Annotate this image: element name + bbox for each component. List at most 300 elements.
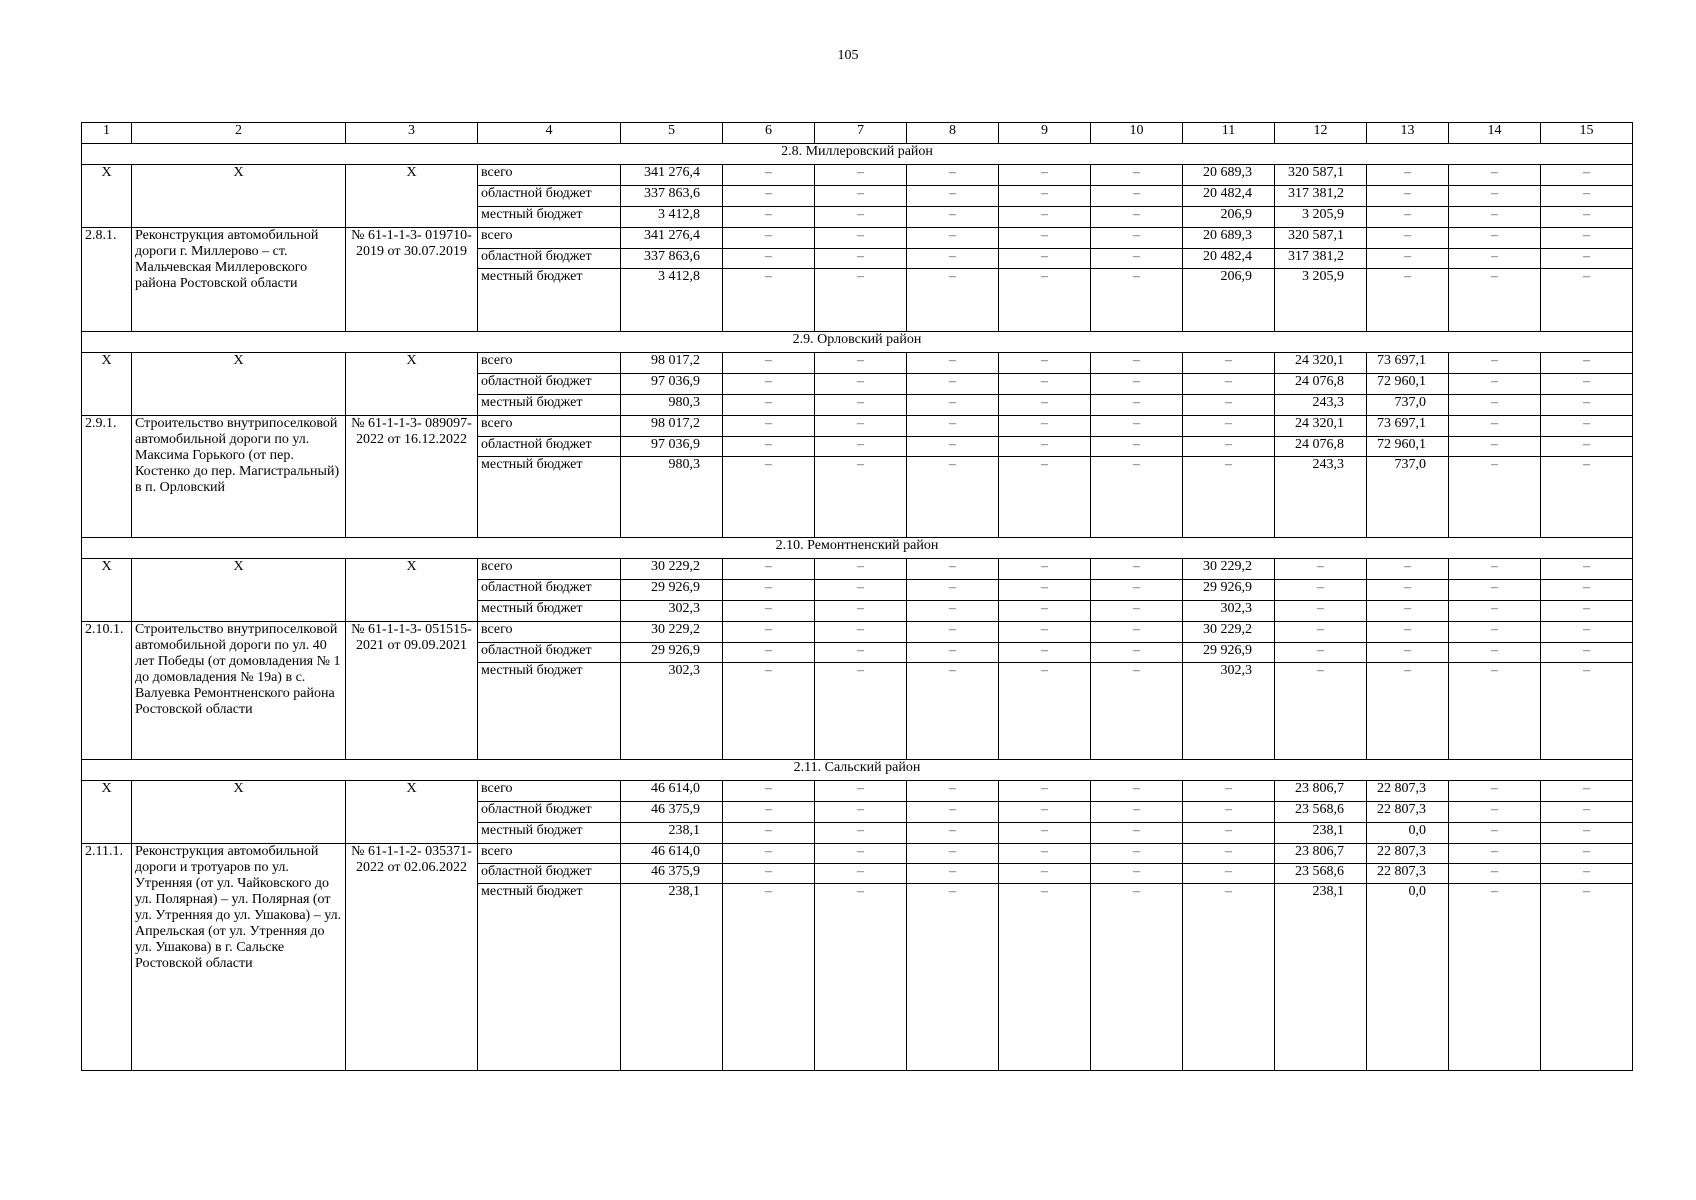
value-cell: 3 205,9: [1275, 269, 1367, 332]
value-cell: 302,3: [621, 663, 723, 760]
value-cell: 0,0: [1367, 823, 1449, 844]
value-cell: 22 807,3: [1367, 864, 1449, 884]
value-cell: –: [907, 416, 999, 437]
value-cell: –: [1091, 643, 1183, 663]
value-cell: –: [815, 864, 907, 884]
value-cell: 0,0: [1367, 884, 1449, 1071]
page-number: 105: [837, 48, 859, 63]
value-cell: –: [1449, 249, 1541, 269]
value-cell: –: [907, 374, 999, 395]
item-number: 2.10.1.: [82, 622, 132, 760]
value-cell: –: [999, 580, 1091, 601]
value-cell: –: [1183, 437, 1275, 457]
value-cell: –: [999, 165, 1091, 186]
item-name: Реконструкция автомобильной дороги и тротуаров по ул. Утренняя (от ул. Чайковского до ул. Полярная) – ул. Полярная (от ул. Утренняя до ул. Ушакова) – ул. Апрельская (от ул. Утренняя до ул. Ушакова) в г. Сальске Ростовской области: [132, 844, 346, 1071]
value-cell: –: [815, 416, 907, 437]
value-cell: –: [1091, 395, 1183, 416]
budget-label: местный бюджет: [478, 884, 621, 1071]
value-cell: –: [815, 228, 907, 249]
value-cell: –: [907, 823, 999, 844]
value-cell: –: [723, 165, 815, 186]
value-cell: 29 926,9: [1183, 643, 1275, 663]
value-cell: –: [1449, 884, 1541, 1071]
value-cell: 46 614,0: [621, 844, 723, 864]
header-cell: 14: [1449, 123, 1541, 144]
header-cell: 8: [907, 123, 999, 144]
value-cell: –: [907, 353, 999, 374]
budget-label: местный бюджет: [478, 663, 621, 760]
summary-row: [82, 353, 1633, 374]
value-cell: –: [1449, 353, 1541, 374]
value-cell: –: [999, 884, 1091, 1071]
value-cell: 320 587,1: [1275, 228, 1367, 249]
value-cell: 20 689,3: [1183, 165, 1275, 186]
value-cell: –: [1541, 374, 1633, 395]
value-cell: –: [723, 437, 815, 457]
item-doc: № 61-1-1-3- 089097-2022 от 16.12.2022: [346, 416, 478, 538]
value-cell: –: [907, 601, 999, 622]
value-cell: –: [723, 864, 815, 884]
value-cell: –: [907, 580, 999, 601]
value-cell: –: [1449, 416, 1541, 437]
value-cell: –: [723, 374, 815, 395]
value-cell: 341 276,4: [621, 165, 723, 186]
value-cell: –: [1091, 457, 1183, 538]
item-doc: № 61-1-1-3- 019710-2019 от 30.07.2019: [346, 228, 478, 332]
value-cell: –: [815, 374, 907, 395]
value-cell: 24 076,8: [1275, 437, 1367, 457]
value-cell: –: [1449, 643, 1541, 663]
summary-x-cell: Х: [82, 165, 132, 228]
value-cell: –: [907, 228, 999, 249]
value-cell: 302,3: [1183, 663, 1275, 760]
value-cell: –: [723, 269, 815, 332]
value-cell: 238,1: [621, 823, 723, 844]
value-cell: –: [1091, 864, 1183, 884]
value-cell: –: [815, 269, 907, 332]
value-cell: –: [723, 186, 815, 207]
value-cell: –: [907, 186, 999, 207]
value-cell: –: [1367, 269, 1449, 332]
value-cell: –: [1091, 580, 1183, 601]
value-cell: –: [723, 249, 815, 269]
value-cell: 46 375,9: [621, 802, 723, 823]
value-cell: 73 697,1: [1367, 416, 1449, 437]
value-cell: –: [815, 165, 907, 186]
value-cell: 238,1: [1275, 884, 1367, 1071]
value-cell: 29 926,9: [621, 643, 723, 663]
header-cell: 6: [723, 123, 815, 144]
value-cell: –: [1183, 374, 1275, 395]
value-cell: –: [1183, 395, 1275, 416]
budget-label: областной бюджет: [478, 437, 621, 457]
value-cell: 24 076,8: [1275, 374, 1367, 395]
value-cell: –: [1367, 559, 1449, 580]
summary-row: [82, 781, 1633, 802]
value-cell: 29 926,9: [1183, 580, 1275, 601]
item-row: [82, 416, 1633, 437]
value-cell: –: [815, 186, 907, 207]
value-cell: –: [815, 249, 907, 269]
header-cell: 3: [346, 123, 478, 144]
section-title-row: [82, 760, 1633, 781]
value-cell: –: [723, 559, 815, 580]
value-cell: –: [1449, 663, 1541, 760]
value-cell: 337 863,6: [621, 249, 723, 269]
value-cell: –: [907, 781, 999, 802]
value-cell: 320 587,1: [1275, 165, 1367, 186]
value-cell: 24 320,1: [1275, 353, 1367, 374]
value-cell: –: [907, 663, 999, 760]
value-cell: –: [1367, 207, 1449, 228]
header-cell: 2: [132, 123, 346, 144]
value-cell: –: [723, 395, 815, 416]
summary-x-cell: Х: [82, 781, 132, 844]
value-cell: –: [999, 249, 1091, 269]
value-cell: –: [1541, 416, 1633, 437]
value-cell: –: [907, 622, 999, 643]
value-cell: 30 229,2: [621, 559, 723, 580]
value-cell: –: [999, 781, 1091, 802]
value-cell: –: [815, 643, 907, 663]
budget-label: местный бюджет: [478, 207, 621, 228]
value-cell: –: [999, 559, 1091, 580]
section-title: 2.9. Орловский район: [82, 332, 1633, 353]
value-cell: –: [1091, 559, 1183, 580]
value-cell: –: [907, 457, 999, 538]
budget-label: областной бюджет: [478, 802, 621, 823]
budget-label: областной бюджет: [478, 249, 621, 269]
value-cell: 341 276,4: [621, 228, 723, 249]
budget-label: местный бюджет: [478, 395, 621, 416]
item-name: Строительство внутрипоселковой автомобильной дороги по ул. Максима Горького (от пер. Костенко до пер. Магистральный) в п. Орловский: [132, 416, 346, 538]
value-cell: –: [1541, 580, 1633, 601]
header-cell: 13: [1367, 123, 1449, 144]
budget-label: всего: [478, 353, 621, 374]
value-cell: 737,0: [1367, 457, 1449, 538]
value-cell: –: [1367, 580, 1449, 601]
value-cell: –: [1091, 663, 1183, 760]
value-cell: –: [1449, 437, 1541, 457]
value-cell: 206,9: [1183, 269, 1275, 332]
value-cell: –: [1367, 186, 1449, 207]
summary-x-cell: Х: [132, 353, 346, 416]
value-cell: –: [999, 802, 1091, 823]
budget-label: областной бюджет: [478, 374, 621, 395]
value-cell: 737,0: [1367, 395, 1449, 416]
value-cell: 302,3: [621, 601, 723, 622]
value-cell: –: [907, 395, 999, 416]
value-cell: –: [1183, 457, 1275, 538]
value-cell: –: [723, 580, 815, 601]
value-cell: –: [1367, 249, 1449, 269]
value-cell: –: [1541, 643, 1633, 663]
value-cell: –: [999, 207, 1091, 228]
value-cell: –: [1541, 884, 1633, 1071]
budget-label: областной бюджет: [478, 643, 621, 663]
value-cell: –: [1541, 559, 1633, 580]
item-number: 2.9.1.: [82, 416, 132, 538]
value-cell: –: [815, 601, 907, 622]
value-cell: –: [1091, 207, 1183, 228]
value-cell: –: [1367, 663, 1449, 760]
budget-label: всего: [478, 622, 621, 643]
value-cell: –: [1449, 781, 1541, 802]
value-cell: 23 568,6: [1275, 864, 1367, 884]
value-cell: –: [1449, 802, 1541, 823]
budget-table: [81, 122, 1633, 1071]
value-cell: –: [815, 884, 907, 1071]
value-cell: –: [907, 249, 999, 269]
value-cell: –: [999, 395, 1091, 416]
summary-x-cell: Х: [346, 165, 478, 228]
value-cell: –: [1449, 580, 1541, 601]
value-cell: –: [723, 207, 815, 228]
value-cell: 98 017,2: [621, 353, 723, 374]
value-cell: –: [999, 353, 1091, 374]
budget-label: всего: [478, 844, 621, 864]
value-cell: –: [1183, 884, 1275, 1071]
value-cell: 317 381,2: [1275, 186, 1367, 207]
value-cell: –: [1449, 207, 1541, 228]
value-cell: –: [1541, 457, 1633, 538]
value-cell: –: [1541, 269, 1633, 332]
value-cell: –: [1183, 416, 1275, 437]
value-cell: –: [999, 416, 1091, 437]
section-title: 2.11. Сальский район: [82, 760, 1633, 781]
value-cell: 30 229,2: [1183, 559, 1275, 580]
section-title: 2.10. Ремонтненский район: [82, 538, 1633, 559]
value-cell: –: [999, 374, 1091, 395]
value-cell: 23 568,6: [1275, 802, 1367, 823]
header-cell: 7: [815, 123, 907, 144]
header-cell: 11: [1183, 123, 1275, 144]
value-cell: –: [1275, 580, 1367, 601]
budget-label: местный бюджет: [478, 269, 621, 332]
value-cell: –: [1449, 864, 1541, 884]
value-cell: 23 806,7: [1275, 781, 1367, 802]
value-cell: –: [1541, 781, 1633, 802]
item-name: Реконструкция автомобильной дороги г. Миллерово – ст. Мальчевская Миллеровского района Ростовской области: [132, 228, 346, 332]
value-cell: –: [815, 622, 907, 643]
value-cell: –: [999, 228, 1091, 249]
summary-x-cell: Х: [346, 559, 478, 622]
value-cell: –: [1183, 864, 1275, 884]
summary-row: [82, 165, 1633, 186]
value-cell: 3 205,9: [1275, 207, 1367, 228]
value-cell: –: [723, 823, 815, 844]
value-cell: 317 381,2: [1275, 249, 1367, 269]
value-cell: –: [1449, 395, 1541, 416]
value-cell: –: [1183, 802, 1275, 823]
value-cell: 206,9: [1183, 207, 1275, 228]
value-cell: –: [1541, 165, 1633, 186]
summary-x-cell: Х: [346, 353, 478, 416]
header-cell: 10: [1091, 123, 1183, 144]
value-cell: –: [723, 802, 815, 823]
value-cell: –: [815, 580, 907, 601]
item-doc: № 61-1-1-2- 035371-2022 от 02.06.2022: [346, 844, 478, 1071]
value-cell: –: [1091, 823, 1183, 844]
value-cell: 3 412,8: [621, 269, 723, 332]
value-cell: –: [1275, 601, 1367, 622]
value-cell: –: [723, 416, 815, 437]
value-cell: 20 482,4: [1183, 186, 1275, 207]
value-cell: 22 807,3: [1367, 781, 1449, 802]
value-cell: –: [815, 395, 907, 416]
header-row: [82, 123, 1633, 144]
value-cell: –: [1091, 374, 1183, 395]
header-cell: 4: [478, 123, 621, 144]
value-cell: –: [723, 228, 815, 249]
value-cell: –: [723, 663, 815, 760]
value-cell: –: [1449, 374, 1541, 395]
item-row: [82, 844, 1633, 864]
value-cell: –: [999, 643, 1091, 663]
value-cell: –: [1449, 269, 1541, 332]
item-row: [82, 228, 1633, 249]
section-title-row: [82, 144, 1633, 165]
value-cell: –: [999, 437, 1091, 457]
value-cell: –: [907, 437, 999, 457]
value-cell: –: [999, 844, 1091, 864]
value-cell: –: [723, 781, 815, 802]
value-cell: –: [1091, 802, 1183, 823]
value-cell: –: [1275, 663, 1367, 760]
summary-x-cell: Х: [132, 165, 346, 228]
value-cell: –: [1541, 186, 1633, 207]
value-cell: 24 320,1: [1275, 416, 1367, 437]
header-cell: 15: [1541, 123, 1633, 144]
value-cell: –: [723, 844, 815, 864]
value-cell: –: [999, 823, 1091, 844]
section-title: 2.8. Миллеровский район: [82, 144, 1633, 165]
value-cell: –: [1541, 844, 1633, 864]
value-cell: –: [723, 601, 815, 622]
value-cell: –: [999, 457, 1091, 538]
value-cell: 23 806,7: [1275, 844, 1367, 864]
value-cell: 29 926,9: [621, 580, 723, 601]
value-cell: –: [1449, 844, 1541, 864]
summary-x-cell: Х: [82, 353, 132, 416]
summary-x-cell: Х: [132, 559, 346, 622]
item-doc: № 61-1-1-3- 051515-2021 от 09.09.2021: [346, 622, 478, 760]
value-cell: –: [1091, 249, 1183, 269]
value-cell: –: [815, 457, 907, 538]
value-cell: –: [907, 207, 999, 228]
value-cell: –: [907, 802, 999, 823]
value-cell: –: [1541, 601, 1633, 622]
value-cell: –: [907, 165, 999, 186]
value-cell: 20 689,3: [1183, 228, 1275, 249]
value-cell: –: [1091, 165, 1183, 186]
value-cell: 98 017,2: [621, 416, 723, 437]
value-cell: –: [1541, 864, 1633, 884]
value-cell: –: [1449, 601, 1541, 622]
value-cell: –: [1183, 781, 1275, 802]
value-cell: –: [999, 601, 1091, 622]
value-cell: –: [1541, 663, 1633, 760]
value-cell: –: [1449, 622, 1541, 643]
summary-x-cell: Х: [132, 781, 346, 844]
value-cell: –: [1367, 601, 1449, 622]
item-number: 2.11.1.: [82, 844, 132, 1071]
value-cell: –: [723, 884, 815, 1071]
value-cell: 243,3: [1275, 395, 1367, 416]
value-cell: 30 229,2: [621, 622, 723, 643]
item-name: Строительство внутрипоселковой автомобильной дороги по ул. 40 лет Победы (от домовладения № 1 до домовладения № 19а) в с. Валуевка Ремонтненского района Ростовской области: [132, 622, 346, 760]
value-cell: 238,1: [1275, 823, 1367, 844]
budget-label: всего: [478, 416, 621, 437]
value-cell: –: [723, 643, 815, 663]
budget-label: местный бюджет: [478, 601, 621, 622]
value-cell: –: [1541, 437, 1633, 457]
value-cell: –: [1367, 165, 1449, 186]
value-cell: –: [1367, 643, 1449, 663]
value-cell: –: [815, 802, 907, 823]
value-cell: –: [1091, 416, 1183, 437]
budget-label: всего: [478, 228, 621, 249]
item-number: 2.8.1.: [82, 228, 132, 332]
value-cell: –: [999, 663, 1091, 760]
value-cell: 22 807,3: [1367, 802, 1449, 823]
item-row: [82, 622, 1633, 643]
value-cell: 980,3: [621, 395, 723, 416]
value-cell: –: [1449, 228, 1541, 249]
value-cell: –: [1449, 823, 1541, 844]
value-cell: –: [723, 353, 815, 374]
value-cell: –: [1091, 844, 1183, 864]
value-cell: –: [999, 622, 1091, 643]
value-cell: 30 229,2: [1183, 622, 1275, 643]
value-cell: –: [1367, 622, 1449, 643]
value-cell: –: [1541, 249, 1633, 269]
value-cell: –: [1449, 165, 1541, 186]
value-cell: 72 960,1: [1367, 374, 1449, 395]
value-cell: –: [999, 864, 1091, 884]
value-cell: –: [1275, 559, 1367, 580]
summary-x-cell: Х: [346, 781, 478, 844]
budget-label: всего: [478, 781, 621, 802]
value-cell: –: [815, 844, 907, 864]
value-cell: 46 614,0: [621, 781, 723, 802]
value-cell: –: [1091, 269, 1183, 332]
value-cell: 97 036,9: [621, 374, 723, 395]
value-cell: 22 807,3: [1367, 844, 1449, 864]
value-cell: –: [815, 663, 907, 760]
value-cell: –: [1541, 395, 1633, 416]
value-cell: –: [1183, 844, 1275, 864]
value-cell: –: [815, 437, 907, 457]
value-cell: –: [907, 884, 999, 1071]
value-cell: 97 036,9: [621, 437, 723, 457]
value-cell: 20 482,4: [1183, 249, 1275, 269]
section-title-row: [82, 538, 1633, 559]
value-cell: –: [815, 353, 907, 374]
value-cell: –: [1091, 601, 1183, 622]
value-cell: –: [1541, 228, 1633, 249]
header-cell: 5: [621, 123, 723, 144]
value-cell: –: [1091, 437, 1183, 457]
value-cell: –: [907, 864, 999, 884]
value-cell: –: [1541, 802, 1633, 823]
budget-label: областной бюджет: [478, 186, 621, 207]
value-cell: –: [1091, 884, 1183, 1071]
value-cell: –: [1449, 559, 1541, 580]
header-cell: 9: [999, 123, 1091, 144]
header-cell: 12: [1275, 123, 1367, 144]
value-cell: –: [1091, 186, 1183, 207]
